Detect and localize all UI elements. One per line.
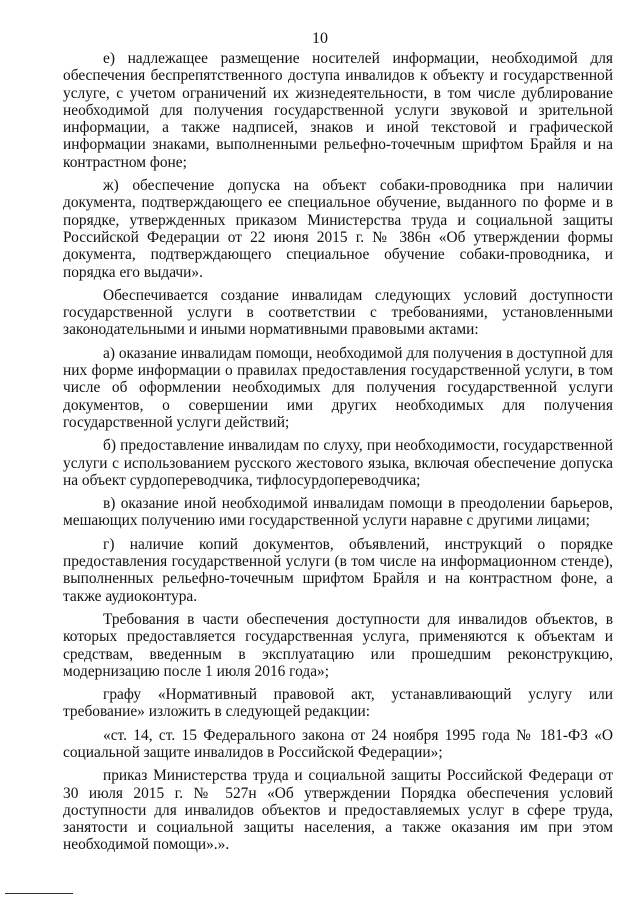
paragraph-requirements: Требования в части обеспечения доступности для инвалидов объектов, в которых предоставляется государственная услуга, применяются к объектам и средствам, введенным в эксплуатацию или прошедшим реконструкцию, модернизацию после 1 июля 2016 года»; bbox=[63, 610, 613, 680]
paragraph-item-e: е) надлежащее размещение носителей информации, необходимой для обеспечения беспрепятственного доступа инвалидов к объекту и государственной услуге, с учетом ограничений их жизнедеятельности, в том числе дублирование необходимой для получения государственной услуги звуковой и зрительной информации, а также надписей, знаков и иной текстовой и графической информации знаками, выполненными рельефно-точечным шрифтом Брайля и на контрастном фоне; bbox=[63, 50, 613, 171]
document-body bbox=[63, 50, 613, 854]
paragraph-item-zh: ж) обеспечение допуска на объект собаки-проводника при наличии документа, подтверждающего ее специальное обучение, выданного по форме и в порядке, утвержденных приказом Министерства труда и социальной защиты Российской Федерации от 22 июня 2015 г. № 386н «Об утверждении формы документа, подтверждающего специальное обучение собаки-проводника, и порядка его выдачи». bbox=[63, 177, 613, 281]
page-number: 10 bbox=[312, 30, 328, 47]
paragraph-item-v: в) оказание иной необходимой инвалидам помощи в преодолении барьеров, мешающих получению ими государственной услуги наравне с другими лицами; bbox=[63, 495, 613, 530]
footnote-divider bbox=[5, 893, 73, 894]
paragraph-column-normative-act: графу «Нормативный правовой акт, устанавливающий услугу или требование» изложить в следующей редакции: bbox=[63, 686, 613, 721]
paragraph-federal-law: «ст. 14, ст. 15 Федерального закона от 24 ноября 1995 года № 181-ФЗ «О социальной защите инвалидов в Российской Федерации»; bbox=[63, 726, 613, 761]
paragraph-item-b: б) предоставление инвалидам по слуху, при необходимости, государственной услуги с использованием русского жестового языка, включая обеспечение допуска на объект сурдопереводчика, тифлосурдопереводчика; bbox=[63, 437, 613, 489]
paragraph-item-a: а) оказание инвалидам помощи, необходимой для получения в доступной для них форме информации о правилах предоставления государственной услуги, в том числе об оформлении необходимых для получения государственной услуги документов, о совершении ими других необходимых для получения государственной услуги действий; bbox=[63, 344, 613, 431]
paragraph-item-g: г) наличие копий документов, объявлений, инструкций о порядке предоставления государственной услуги (в том числе на информационном стенде), выполненных рельефно-точечным шрифтом Брайля и на контрастном фоне, а также аудиоконтура. bbox=[63, 535, 613, 605]
paragraph-ministry-order: приказ Министерства труда и социальной защиты Российской Федераци от 30 июля 2015 г. № 527н «Об утверждении Порядка обеспечения условий доступности для инвалидов объектов и предоставляемых услуг в сфере труда, занятости и социальной защиты населения, а также оказания им при этом необходимой помощи».». bbox=[63, 767, 613, 854]
paragraph-accessibility-conditions: Обеспечивается создание инвалидам следующих условий доступности государственной услуги в соответствии с требованиями, установленными законодательными и иными нормативными правовыми актами: bbox=[63, 286, 613, 339]
